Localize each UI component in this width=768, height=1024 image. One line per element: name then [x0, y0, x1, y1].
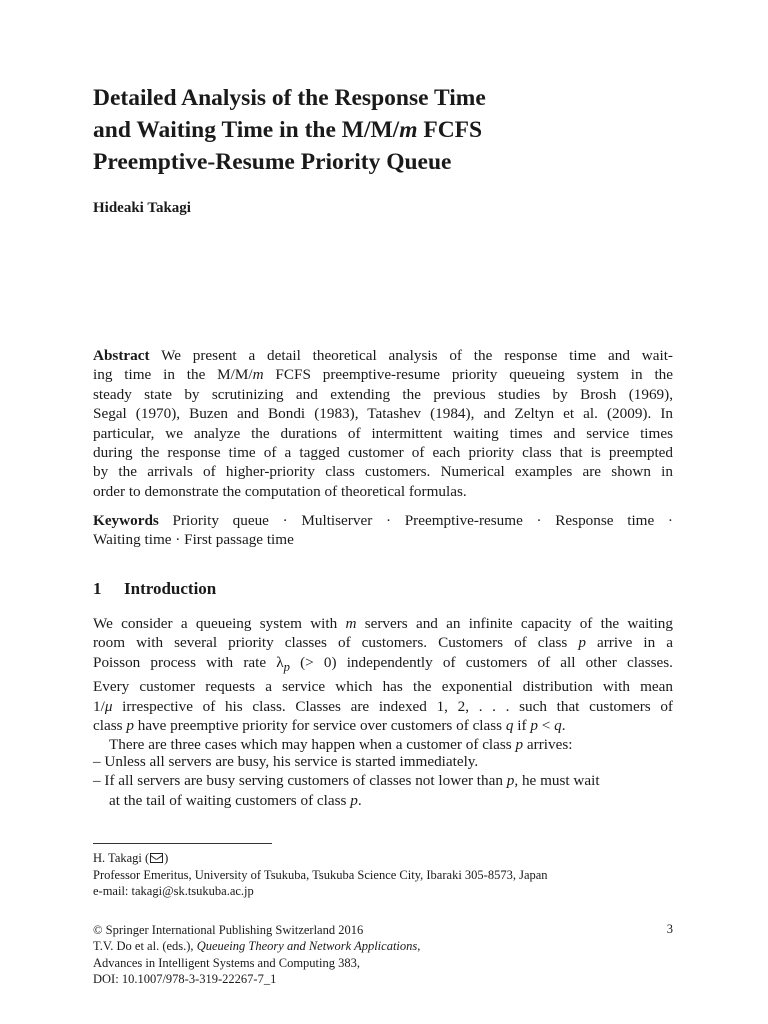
title-line-1: Detailed Analysis of the Response Time [93, 85, 486, 111]
footnote-author: H. Takagi ( ) [93, 851, 169, 865]
abstract-line: Segal (1970), Buzen and Bondi (1983), Tatashev (1984), and Zeltyn et al. (2009). In [93, 405, 673, 423]
author-name: Hideaki Takagi [93, 200, 191, 216]
case-list [93, 752, 673, 810]
keywords-line: Waiting time · First passage time [93, 531, 294, 549]
abstract-line: Abstract We present a detail theoretical analysis of the response time and wait- [93, 347, 673, 364]
footnote-email: e-mail: takagi@sk.tsukuba.ac.jp [93, 884, 254, 898]
abstract-line: order to demonstrate the computation of theoretical formulas. [93, 482, 467, 500]
publication-info [93, 922, 673, 988]
intro-line: We consider a queueing system with m servers and an infinite capacity of the waiting [93, 615, 673, 632]
intro-line: class p have preemptive priority for service over customers of class q if p < q. [93, 717, 566, 735]
section-number: 1 [93, 579, 102, 598]
abstract-line: ing time in the M/M/m FCFS preemptive-resume priority queueing system in the [93, 366, 673, 384]
section-heading [93, 579, 216, 599]
footnote-rule [93, 843, 272, 844]
intro-line: There are three cases which may happen when a customer of class p arrives: [109, 736, 573, 754]
section-title: Introduction [124, 579, 217, 598]
abstract-line: steady state by scrutinizing and extending the previous studies by Brosh (1969), [93, 385, 673, 403]
abstract-line: during the response time of a tagged customer of each priority class that is preempted [93, 444, 673, 462]
keywords-label: Keywords [93, 512, 159, 529]
abstract-line: by the arrivals of higher-priority class customers. Numerical examples are shown in [93, 463, 673, 481]
intro-paragraph [93, 614, 673, 755]
doi-line: DOI: 10.1007/978-3-319-22267-7_1 [93, 972, 277, 987]
mail-icon [150, 853, 163, 863]
copyright-line: © Springer International Publishing Switzerland 2016 [93, 923, 364, 937]
keywords [93, 511, 673, 550]
footnote-affiliation: Professor Emeritus, University of Tsukuba, Tsukuba Science City, Ibaraki 305-8573, Japan [93, 867, 548, 882]
title-line-2: and Waiting Time in the M/M/m FCFS [93, 117, 483, 143]
intro-line: Every customer requests a service which has the exponential distribution with mean [93, 678, 673, 696]
series-line: Advances in Intelligent Systems and Computing 383, [93, 955, 360, 970]
abstract-line: particular, we analyze the durations of intermittent waiting times and service times [93, 424, 673, 442]
page-number: 3 [666, 922, 673, 936]
list-item: – If all servers are busy serving customers of classes not lower than p, he must wait [93, 772, 600, 790]
author-footnote [93, 850, 673, 900]
list-item-continuation: at the tail of waiting customers of class p. [109, 791, 362, 809]
title-line-3: Preemptive-Resume Priority Queue [93, 149, 452, 175]
list-item: – Unless all servers are busy, his service is started immediately. [93, 753, 479, 770]
abstract-label: Abstract [93, 347, 150, 364]
paper-title [93, 82, 693, 178]
editors-line: T.V. Do et al. (eds.), Queueing Theory and Network Applications, [93, 939, 421, 954]
keywords-line: Keywords Priority queue · Multiserver · Preemptive-resume · Response time · [93, 512, 673, 529]
intro-line: Poisson process with rate $\lambda_p$ (> 0) independently of customers of all other classes. [93, 653, 673, 674]
abstract [93, 346, 673, 501]
intro-line: 1/μ irrespective of his class. Classes are indexed 1, 2, . . . such that customers of [93, 697, 673, 715]
intro-line: room with several priority classes of customers. Customers of class p arrive in a [93, 634, 673, 652]
